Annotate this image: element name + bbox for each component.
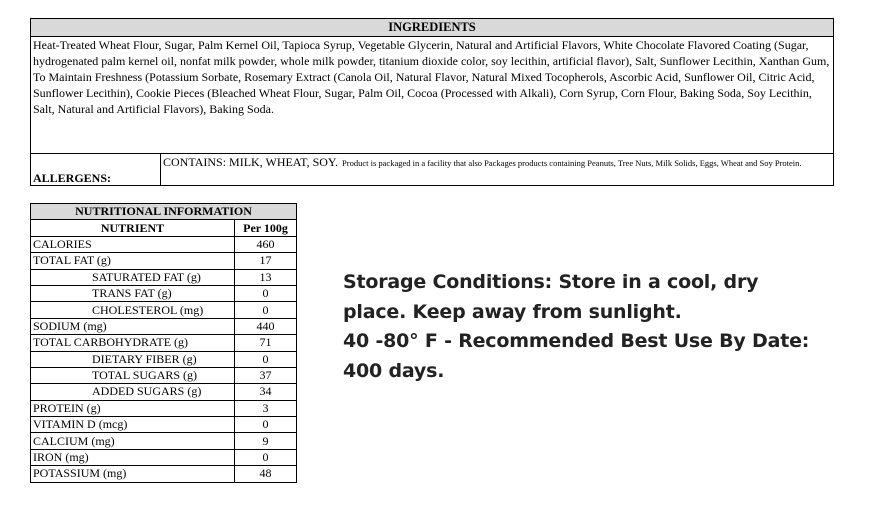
- nutrient-name: POTASSIUM (mg): [31, 466, 235, 482]
- nutrient-value: 17: [235, 253, 297, 269]
- nutrient-name: CALORIES: [31, 236, 235, 252]
- nutrient-value: 0: [235, 417, 297, 433]
- nutrition-title-row: [31, 204, 297, 220]
- table-row: [31, 417, 297, 433]
- storage-line: 400 days.: [343, 359, 445, 382]
- table-row: [31, 236, 297, 252]
- table-row: [31, 400, 297, 416]
- nutrient-name: IRON (mg): [31, 449, 235, 465]
- nutrition-header-row: [31, 220, 297, 236]
- nutrient-value: 3: [235, 400, 297, 416]
- nutrient-name: TRANS FAT (g): [31, 285, 235, 301]
- table-row: [31, 318, 297, 334]
- nutrient-value: 0: [235, 285, 297, 301]
- nutrient-name: TOTAL CARBOHYDRATE (g): [31, 335, 235, 351]
- nutrient-name: CALCIUM (mg): [31, 433, 235, 449]
- nutrient-value: 0: [235, 351, 297, 367]
- ingredients-header: INGREDIENTS: [31, 19, 833, 37]
- nutrient-name: PROTEIN (g): [31, 400, 235, 416]
- nutrient-value: 48: [235, 466, 297, 482]
- nutrient-name: VITAMIN D (mcg): [31, 417, 235, 433]
- allergens-label: ALLERGENS:: [33, 171, 112, 185]
- allergens-contains: CONTAINS: MILK, WHEAT, SOY.: [163, 155, 339, 169]
- nutrient-value: 460: [235, 236, 297, 252]
- table-row: [31, 351, 297, 367]
- storage-line: Storage Conditions: Store in a cool, dry: [343, 271, 759, 293]
- nutrient-name: TOTAL FAT (g): [31, 253, 235, 269]
- ingredients-text: Heat-Treated Wheat Flour, Sugar, Palm Kernel Oil, Tapioca Syrup, Vegetable Glycerin, Natural and Artificial Flavors, White Chocolate Flavored Coating (Sugar, hydrogenated palm kernel oil, nonfat milk powder, whole milk powder, titanium dioxide color, soy lecithin, artificial flavor), Salt, Sunflower Lecithin, Xanthan Gum, To Maintain Freshness (Potassium Sorbate, Rosemary Extract (Canola Oil, Natural Flavor, Natural Mixed Tocopherols, Ascorbic Acid, Sunflower Oil, Citric Acid, Sunflower Lecithin), Cookie Pieces (Bleached Wheat Flour, Sugar, Palm Oil, Cocoa (Processed with Alkali), Corn Syrup, Corn Flour, Baking Soda, Soy Lecithin, Salt, Natural and Artificial Flavors), Baking Soda.: [33, 38, 830, 116]
- amount-column-header: Per 100g: [235, 220, 297, 236]
- nutrient-value: 71: [235, 335, 297, 351]
- nutrient-name: SODIUM (mg): [31, 318, 235, 334]
- storage-conditions: [343, 268, 843, 386]
- allergens-facility-note: Product is packaged in a facility that also Packages products containing Peanuts, Tree Nuts, Milk Solids, Eggs, Wheat and Soy Protein.: [342, 158, 802, 168]
- table-row: [31, 253, 297, 269]
- nutrient-name: CHOLESTEROL (mg): [31, 302, 235, 318]
- storage-line: place. Keep away from sunlight.: [343, 300, 682, 323]
- table-row: [31, 433, 297, 449]
- table-row: [31, 335, 297, 351]
- storage-line: 40 -80° F - Recommended Best Use By Date:: [343, 330, 810, 352]
- nutrient-name: ADDED SUGARS (g): [31, 384, 235, 400]
- table-row: [31, 466, 297, 482]
- nutrient-name: TOTAL SUGARS (g): [31, 367, 235, 383]
- table-row: [31, 449, 297, 465]
- ingredients-section: [30, 18, 834, 186]
- nutrient-value: 0: [235, 302, 297, 318]
- nutrient-value: 0: [235, 449, 297, 465]
- nutrient-value: 34: [235, 384, 297, 400]
- allergens-row: [31, 153, 833, 186]
- table-row: [31, 367, 297, 383]
- allergens-cell: [160, 154, 833, 186]
- table-row: [31, 302, 297, 318]
- nutrition-title: NUTRITIONAL INFORMATION: [31, 204, 297, 220]
- table-row: [31, 384, 297, 400]
- table-row: [31, 285, 297, 301]
- nutrient-value: 440: [235, 318, 297, 334]
- nutrient-column-header: NUTRIENT: [31, 220, 235, 236]
- nutrition-table: [30, 203, 297, 483]
- nutrient-name: DIETARY FIBER (g): [31, 351, 235, 367]
- table-row: [31, 269, 297, 285]
- nutrient-value: 13: [235, 269, 297, 285]
- nutrient-value: 37: [235, 367, 297, 383]
- nutrient-name: SATURATED FAT (g): [31, 269, 235, 285]
- nutrient-value: 9: [235, 433, 297, 449]
